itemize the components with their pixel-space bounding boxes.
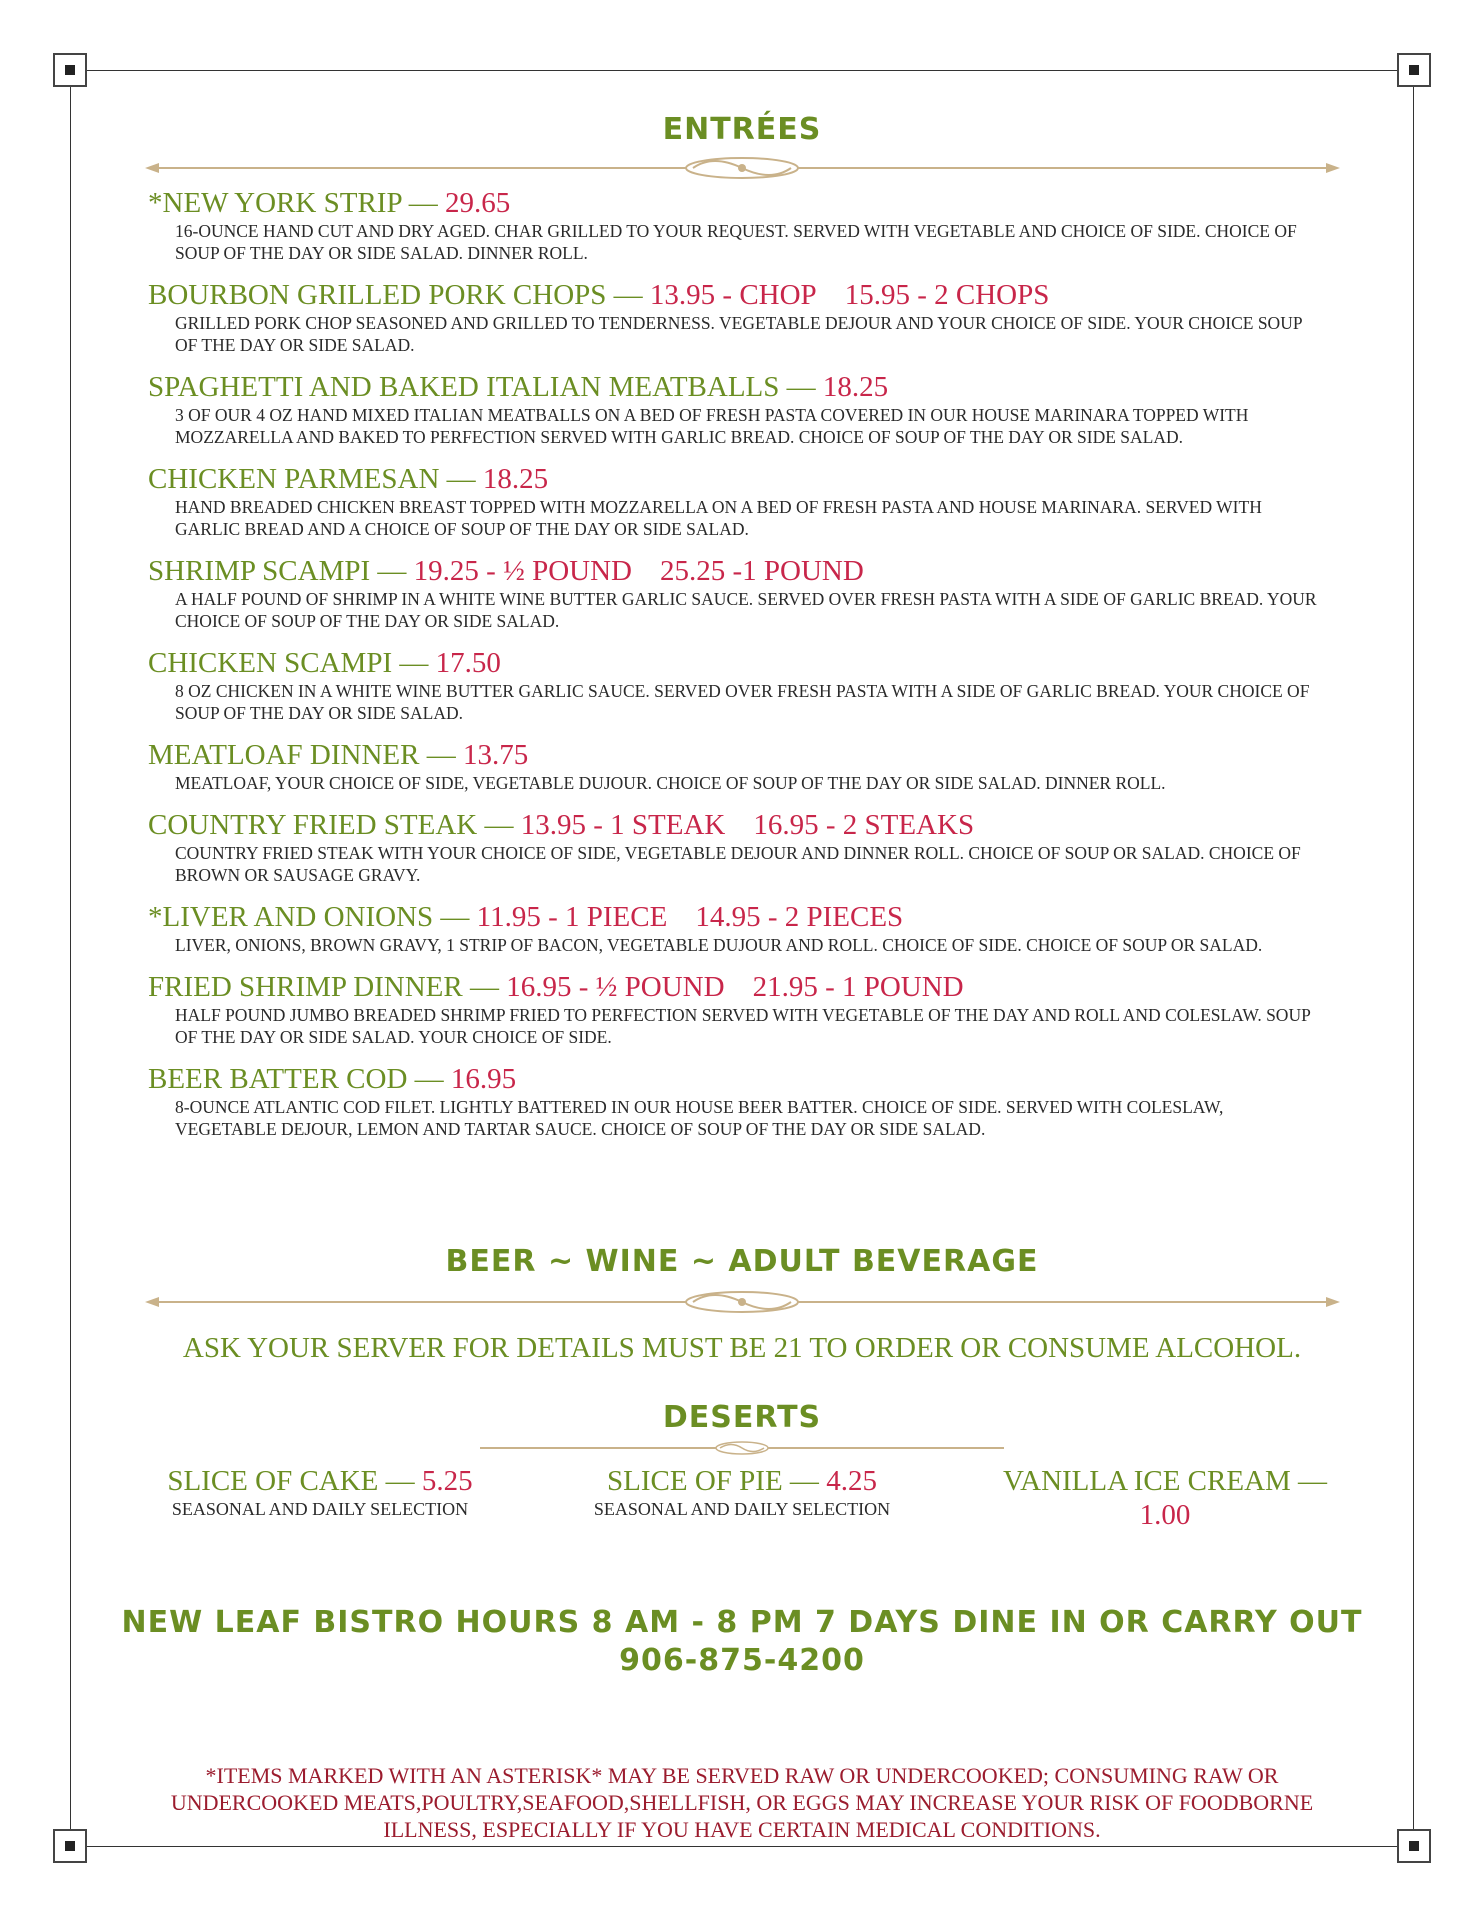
beverage-heading: BEER ~ WINE ~ ADULT BEVERAGE: [445, 1244, 1039, 1279]
dessert-price: 5.25: [421, 1465, 473, 1497]
menu-item-price: 13.95 - 1 STEAK: [520, 809, 726, 841]
corner-ornament-bottom-left: [53, 1829, 87, 1863]
dessert-name: SLICE OF PIE —: [607, 1465, 827, 1497]
menu-item-price-alt: 14.95 - 2 PIECES: [695, 901, 904, 933]
menu-item: [148, 554, 1328, 632]
menu-item-description: 16-OUNCE HAND CUT AND DRY AGED. CHAR GRILLED TO YOUR REQUEST. SERVED WITH VEGETABLE AND CHOICE OF SIDE. CHOICE OF SOUP OF THE DAY OR SIDE SALAD. DINNER ROLL.: [175, 221, 1297, 263]
menu-item: [148, 646, 1328, 724]
menu-item-price: 13.75: [462, 739, 529, 771]
menu-item-heading: [148, 970, 1328, 1004]
menu-item-name: SPAGHETTI AND BAKED ITALIAN MEATBALLS —: [148, 371, 823, 403]
menu-item-description: HALF POUND JUMBO BREADED SHRIMP FRIED TO PERFECTION SERVED WITH VEGETABLE OF THE DAY AND ROLL AND COLESLAW. SOUP OF THE DAY OR SIDE SALAD. YOUR CHOICE OF SIDE.: [175, 1005, 1311, 1047]
frame-right-line: [1413, 87, 1414, 1829]
menu-item-description: 3 OF OUR 4 OZ HAND MIXED ITALIAN MEATBALLS ON A BED OF FRESH PASTA COVERED IN OUR HOUSE MARINARA TOPPED WITH MOZZARELLA AND BAKED TO PERFECTION SERVED WITH GARLIC BREAD. CHOICE OF SOUP OF THE DAY OR SIDE SALAD.: [175, 405, 1249, 447]
menu-item-name: CHICKEN PARMESAN —: [148, 463, 483, 495]
menu-item: [148, 738, 1328, 794]
menu-item-name: *NEW YORK STRIP —: [148, 187, 445, 219]
dessert-item-pie: [562, 1464, 922, 1520]
menu-item-price: 16.95 - ½ POUND: [506, 971, 725, 1003]
menu-item-name: COUNTRY FRIED STEAK —: [148, 809, 521, 841]
menu-item-heading: [148, 808, 1328, 842]
menu-item-name: MEATLOAF DINNER —: [148, 739, 463, 771]
menu-item-price-alt: 25.25 -1 POUND: [659, 555, 864, 587]
dessert-item-ice-cream: [1000, 1464, 1330, 1532]
menu-item: [148, 278, 1328, 356]
entrees-heading: ENTRÉES: [662, 112, 822, 147]
menu-item-name: CHICKEN SCAMPI —: [148, 647, 436, 679]
corner-ornament-bottom-right: [1397, 1829, 1431, 1863]
menu-item-description: GRILLED PORK CHOP SEASONED AND GRILLED TO TENDERNESS. VEGETABLE DEJOUR AND YOUR CHOICE OF SIDE. YOUR CHOICE SOUP OF THE DAY OR SIDE SALAD.: [175, 313, 1302, 355]
menu-item-description: LIVER, ONIONS, BROWN GRAVY, 1 STRIP OF BACON, VEGETABLE DUJOUR AND ROLL. CHOICE OF SIDE. CHOICE OF SOUP OR SALAD.: [175, 935, 1263, 955]
dessert-description: SEASONAL AND DAILY SELECTION: [171, 1499, 469, 1519]
divider-flourish-beverage: [145, 1282, 1340, 1322]
menu-item-price: 13.95 - CHOP: [649, 279, 817, 311]
frame-left-line: [70, 87, 71, 1829]
phone-number: 906-875-4200: [619, 1643, 865, 1678]
divider-flourish-desserts: [480, 1438, 1004, 1458]
menu-item: [148, 970, 1328, 1048]
menu-item-heading: [148, 900, 1328, 934]
menu-item-description: HAND BREADED CHICKEN BREAST TOPPED WITH MOZZARELLA ON A BED OF FRESH PASTA AND HOUSE MARINARA. SERVED WITH GARLIC BREAD AND A CHOICE OF SOUP OF THE DAY OR SIDE SALAD.: [175, 497, 1262, 539]
raw-food-disclaimer: *ITEMS MARKED WITH AN ASTERISK* MAY BE SERVED RAW OR UNDERCOOKED; CONSUMING RAW OR UNDERCOOKED MEATS,POULTRY,SEAFOOD,SHELLFISH, OR EGGS MAY INCREASE YOUR RISK OF FOODBORNE ILLNESS, ESPECIALLY IF YOU HAVE CERTAIN MEDICAL CONDITIONS.: [170, 1763, 1314, 1842]
menu-item-heading: [148, 1062, 1328, 1096]
menu-item: [148, 370, 1328, 448]
menu-item-description: A HALF POUND OF SHRIMP IN A WHITE WINE BUTTER GARLIC SAUCE. SERVED OVER FRESH PASTA WITH A SIDE OF GARLIC BREAD. YOUR CHOICE OF SOUP OF THE DAY OR SIDE SALAD.: [175, 589, 1317, 631]
menu-item-heading: [148, 186, 1328, 220]
dessert-price: 1.00: [1139, 1499, 1191, 1531]
menu-item: [148, 1062, 1328, 1140]
menu-item-price-alt: 16.95 - 2 STEAKS: [753, 809, 975, 841]
corner-ornament-top-right: [1397, 53, 1431, 87]
menu-item-description: COUNTRY FRIED STEAK WITH YOUR CHOICE OF SIDE, VEGETABLE DEJOUR AND DINNER ROLL. CHOICE OF SOUP OR SALAD. CHOICE OF BROWN OR SAUSAGE GRAVY.: [175, 843, 1301, 885]
menu-item-name: FRIED SHRIMP DINNER —: [148, 971, 507, 1003]
corner-ornament-top-left: [53, 53, 87, 87]
dessert-name: SLICE OF CAKE —: [167, 1465, 422, 1497]
entrees-list: [148, 186, 1328, 1154]
menu-item-description: 8-OUNCE ATLANTIC COD FILET. LIGHTLY BATTERED IN OUR HOUSE BEER BATTER. CHOICE OF SIDE. SERVED WITH COLESLAW, VEGETABLE DEJOUR, LEMON AND TARTAR SAUCE. CHOICE OF SOUP OF THE DAY OR SIDE SALAD.: [175, 1097, 1224, 1139]
menu-item: [148, 808, 1328, 886]
menu-item-heading: [148, 554, 1328, 588]
menu-item: [148, 186, 1328, 264]
divider-flourish-entrees: [145, 148, 1340, 188]
hours-text: NEW LEAF BISTRO HOURS 8 AM - 8 PM 7 DAYS DINE IN OR CARRY OUT: [121, 1605, 1363, 1640]
frame-top-line: [87, 70, 1397, 71]
beverage-note: ASK YOUR SERVER FOR DETAILS MUST BE 21 TO ORDER OR CONSUME ALCOHOL.: [182, 1332, 1302, 1364]
dessert-description: SEASONAL AND DAILY SELECTION: [593, 1499, 891, 1519]
menu-item-name: BOURBON GRILLED PORK CHOPS —: [148, 279, 650, 311]
menu-item-price: 17.50: [435, 647, 501, 679]
menu-item: [148, 462, 1328, 540]
hours-block: [0, 1604, 1484, 1680]
menu-item-description: MEATLOAF, YOUR CHOICE OF SIDE, VEGETABLE DUJOUR. CHOICE OF SOUP OF THE DAY OR SIDE SALAD. DINNER ROLL.: [175, 773, 1166, 793]
menu-item-name: SHRIMP SCAMPI —: [148, 555, 414, 587]
menu-item-heading: [148, 370, 1328, 404]
dessert-price: 4.25: [826, 1465, 877, 1497]
menu-item: [148, 900, 1328, 956]
menu-item-heading: [148, 646, 1328, 680]
menu-item-description: 8 OZ CHICKEN IN A WHITE WINE BUTTER GARLIC SAUCE. SERVED OVER FRESH PASTA WITH A SIDE OF GARLIC BREAD. YOUR CHOICE OF SOUP OF THE DAY OR SIDE SALAD.: [175, 681, 1310, 723]
menu-item-price-alt: 15.95 - 2 CHOPS: [844, 279, 1050, 311]
menu-item-price: 18.25: [822, 371, 889, 403]
menu-item-price-alt: 21.95 - 1 POUND: [752, 971, 964, 1003]
menu-item-name: *LIVER AND ONIONS —: [148, 901, 477, 933]
menu-item-heading: [148, 462, 1328, 496]
menu-item-price: 11.95 - 1 PIECE: [476, 901, 668, 933]
frame-bottom-line: [87, 1846, 1397, 1847]
menu-item-price: 29.65: [445, 187, 511, 219]
desserts-heading: DESERTS: [662, 1400, 822, 1435]
menu-item-price: 16.95: [450, 1063, 517, 1095]
menu-item-price: 19.25 - ½ POUND: [413, 555, 632, 587]
menu-item-name: BEER BATTER COD —: [148, 1063, 451, 1095]
dessert-item-cake: [140, 1464, 500, 1520]
menu-item-heading: [148, 738, 1328, 772]
dessert-name: VANILLA ICE CREAM —: [1002, 1465, 1328, 1497]
menu-item-price: 18.25: [482, 463, 549, 495]
menu-item-heading: [148, 278, 1328, 312]
